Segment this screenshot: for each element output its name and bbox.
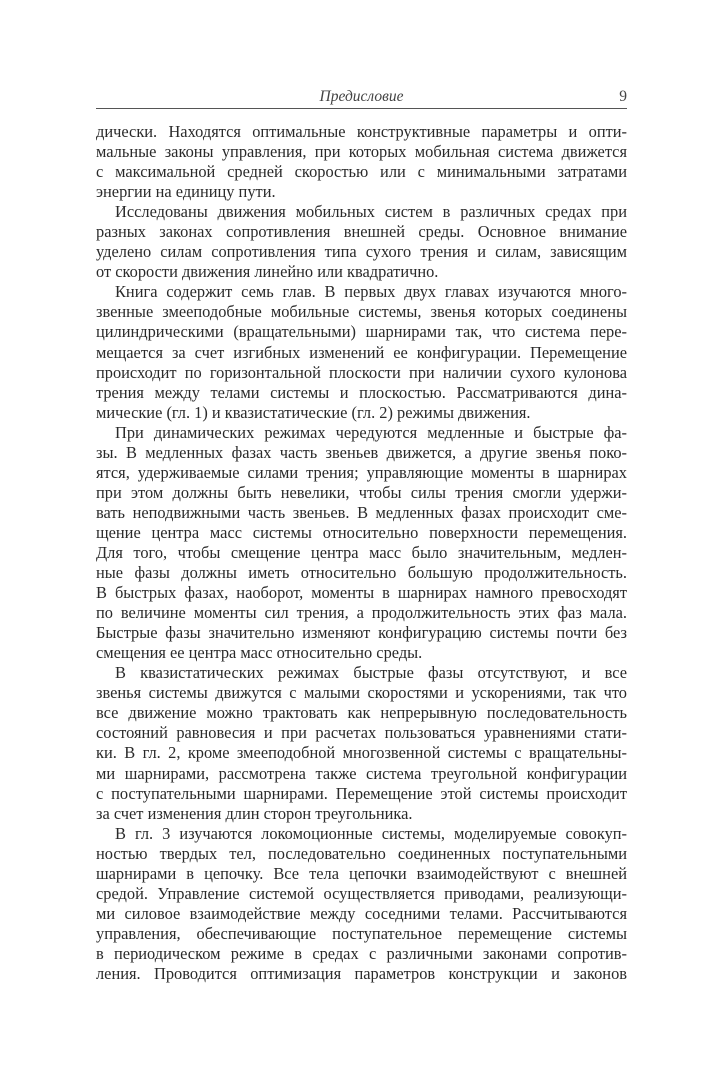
text-line: ятся, удерживаемые силами трения; управляющие моменты в шарнирах [96,462,627,482]
text-line: ми шарнирами, рассмотрена также система треугольной конфигурации [96,763,627,783]
text-line: В квазистатических режимах быстрые фазы отсутствуют, и все [115,663,627,683]
page-number: 9 [619,88,627,105]
text-line: ми силовое взаимодействие между соседними телами. Рассчитываются [96,903,627,923]
text-line: В гл. 3 изучаются локомоционные системы, моделируемые совокуп- [115,823,627,843]
text-line: Для того, чтобы смещение центра масс было значительным, медлен- [96,542,627,562]
text-line: с поступательными шарнирами. Перемещение этой системы происходит [96,783,627,803]
text-line: управления, обеспечивающие поступательное перемещение системы [96,923,627,943]
paragraph [96,663,627,823]
text-line: При динамических режимах чередуются медленные и быстрые фа- [115,422,627,442]
text-line: смещения ее центра масс относительно среды. [96,643,423,663]
text-line: состояний равновесия и при расчетах пользоваться уравнениями стати- [96,723,627,743]
text-line: шарнирами в цепочку. Все тела цепочки взаимодействуют с внешней [96,863,627,883]
paragraph [96,423,627,664]
text-line: трения между телами системы и плоскостью. Рассматриваются дина- [96,382,627,402]
text-line: мические (гл. 1) и квазистатические (гл. 2) режимы движения. [96,402,531,422]
text-line: щение центра масс системы относительно поверхности перемещения. [96,522,627,542]
text-line: В быстрых фазах, наоборот, моменты в шарнирах намного превосходят [96,583,627,603]
text-line: все движение можно трактовать как непрерывную последовательность [96,703,627,723]
paragraph [96,824,627,984]
text-line: ки. В гл. 2, кроме змееподобной многозвенной системы с вращательны- [96,743,627,763]
text-line: с максимальной средней скоростью или с минимальными затратами [96,162,627,182]
text-line: Быстрые фазы значительно изменяют конфигурацию системы почти без [96,623,627,643]
paragraph [96,122,627,202]
text-line: мальные законы управления, при которых мобильная система движется [96,142,627,162]
text-line: Исследованы движения мобильных систем в различных средах при [115,202,627,222]
text-line: разных законах сопротивления внешней среды. Основное внимание [96,222,627,242]
text-line: зы. В медленных фазах часть звеньев движется, а другие звенья поко- [96,442,627,462]
paragraph [96,202,627,282]
text-line: средой. Управление системой осуществляется приводами, реализующи- [96,883,627,903]
text-line: от скорости движения линейно или квадратично. [96,262,439,282]
text-line: звенные змееподобные мобильные системы, звенья которых соединены [96,302,627,322]
text-line: по величине моменты сил трения, а продолжительность этих фаз мала. [96,603,627,623]
text-line: ления. Проводится оптимизация параметров конструкции и законов [96,963,627,983]
text-line: звенья системы движутся с малыми скоростями и ускорениями, так что [96,683,627,703]
text-line: ные фазы должны иметь относительно большую продолжительность. [96,563,627,583]
text-line: дически. Находятся оптимальные конструктивные параметры и опти- [96,122,627,141]
text-line: при этом должны быть невелики, чтобы силы трения смогли удержи- [96,482,627,502]
page-body [96,122,627,984]
text-line: мещается за счет изгибных изменений ее конфигурации. Перемещение [96,342,627,362]
paragraph [96,282,627,422]
text-line: вать неподвижными часть звеньев. В медленных фазах происходит сме- [96,502,627,522]
text-line: Книга содержит семь глав. В первых двух главах изучаются много- [115,282,627,302]
running-header [96,86,627,109]
text-line: уделено силам сопротивления типа сухого трения и силам, зависящим [96,242,627,262]
text-line: цилиндрическими (вращательными) шарнирами так, что система пере- [96,322,627,342]
running-header-title: Предисловие [319,88,404,105]
text-line: ностью твердых тел, последовательно соединенных поступательными [96,843,627,863]
text-line: происходит по горизонтальной плоскости при наличии сухого кулонова [96,362,627,382]
text-line: в периодическом режиме в средах с различными законами сопротив- [96,943,627,963]
text-line: энергии на единицу пути. [96,182,276,202]
text-line: за счет изменения длин сторон треугольника. [96,803,413,823]
